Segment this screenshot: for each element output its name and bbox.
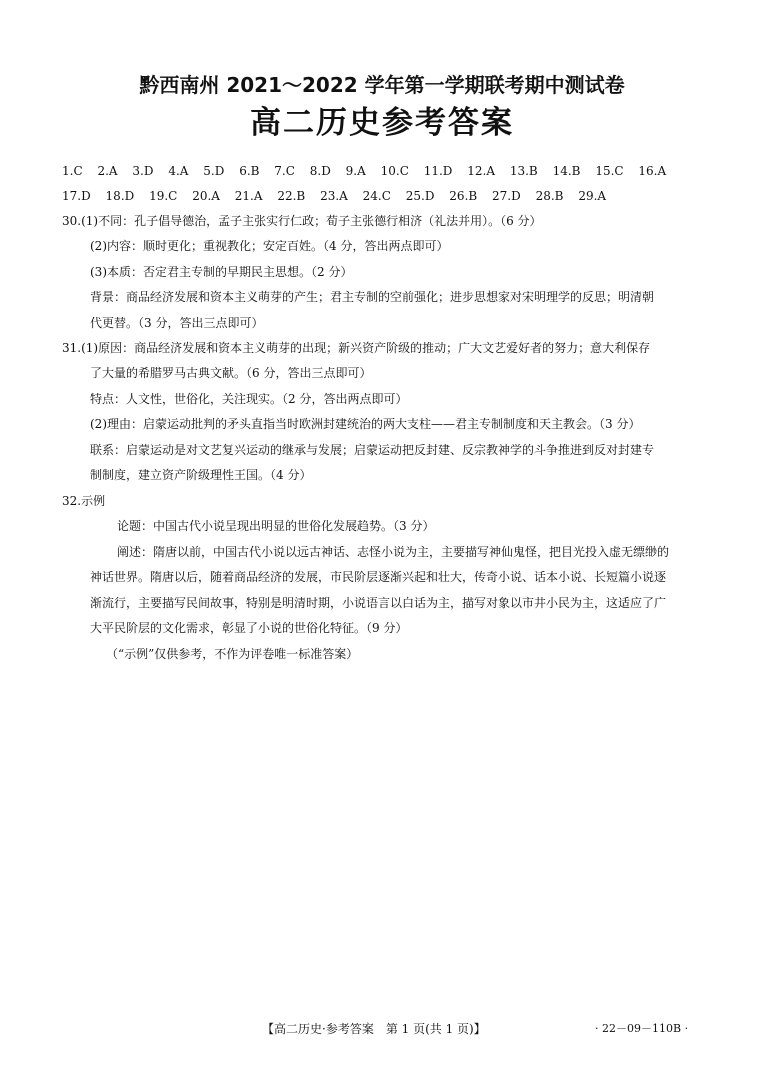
- choice-answer: 3.D: [132, 164, 154, 178]
- choice-answer: 12.A: [467, 164, 496, 178]
- choice-answer: 14.B: [552, 164, 581, 178]
- q32-note: （“示例”仅供参考，不作为评卷唯一标准答案）: [106, 647, 359, 661]
- choice-answer: 18.D: [105, 189, 135, 203]
- choice-answer: 8.D: [309, 164, 331, 178]
- choice-answer: 10.C: [380, 164, 409, 178]
- q30-part3: (3)本质：否定君主专制的早期民主思想。（2 分）: [90, 265, 353, 279]
- choice-answer: 28.B: [535, 189, 564, 203]
- choice-answers-row-2: [62, 188, 712, 204]
- page-footer-code: · 22－09－110B ·: [595, 1022, 689, 1035]
- choice-answer: 4.A: [168, 164, 189, 178]
- choice-answer: 23.A: [320, 189, 348, 203]
- choice-answer: 11.D: [423, 164, 453, 178]
- q32-heading: 32.示例: [62, 494, 106, 508]
- choice-answer: 19.C: [149, 189, 178, 203]
- choice-answer: 29.A: [578, 189, 607, 203]
- choice-answer: 9.A: [345, 164, 366, 178]
- choice-answer: 17.D: [62, 189, 91, 203]
- choice-answer: 2.A: [97, 164, 118, 178]
- page-footer-label: 【高二历史·参考答案 第 1 页(共 1 页)】: [262, 1022, 486, 1036]
- choice-answer: 1.C: [62, 164, 83, 178]
- q32-argument-line1: 阐述：隋唐以前，中国古代小说以远古神话、志怪小说为主，主要描写神仙鬼怪，把目光投入虚无缥缈的: [117, 545, 670, 559]
- choice-answer: 27.D: [492, 189, 521, 203]
- answer-key-title: 高二历史参考答案: [250, 105, 514, 141]
- q32-argument-line4: 大平民阶层的文化需求，彰显了小说的世俗化特征。（9 分）: [90, 621, 408, 635]
- q31-part2-reason: (2)理由：启蒙运动批判的矛头直指当时欧洲封建统治的两大支柱——君主专制制度和天主教会。（3 分）: [90, 417, 641, 431]
- q31-part1-line1: 31.(1)原因：商品经济发展和资本主义萌芽的出现；新兴资产阶级的推动；广大文艺爱好者的努力；意大利保存: [62, 341, 651, 355]
- q32-argument-line3: 渐流行，主要描写民间故事，特别是明清时期，小说语言以白话为主，描写对象以市井小民为主，这适应了广: [90, 596, 667, 610]
- choice-answer: 24.C: [362, 189, 391, 203]
- choice-answer: 22.B: [277, 189, 306, 203]
- choice-answer: 5.D: [203, 164, 225, 178]
- q31-connection-line2: 制制度，建立资产阶级理性王国。（4 分）: [90, 468, 312, 482]
- choice-answer: 15.C: [595, 164, 624, 178]
- choice-answers-row-1: [62, 163, 712, 179]
- q30-part2: (2)内容：顺时更化；重视教化；安定百姓。（4 分，答出两点即可）: [90, 239, 449, 253]
- q32-argument-line2: 神话世界。隋唐以后，随着商品经济的发展，市民阶层逐渐兴起和壮大，传奇小说、话本小说、长短篇小说逐: [90, 570, 667, 584]
- choice-answer: 7.C: [274, 164, 295, 178]
- choice-answer: 13.B: [509, 164, 538, 178]
- exam-title: 黔西南州 2021～2022 学年第一学期联考期中测试卷: [139, 73, 625, 97]
- q30-background-line1: 背景：商品经济发展和资本主义萌芽的产生；君主专制的空前强化；进步思想家对宋明理学的反思；明清朝: [90, 290, 655, 304]
- q30-background-line2: 代更替。（3 分，答出三点即可）: [90, 316, 264, 330]
- q30-part1: 30.(1)不同：孔子倡导德治，孟子主张实行仁政；荀子主张德行相济（礼法并用）。（6 分）: [62, 214, 542, 228]
- q31-connection-line1: 联系：启蒙运动是对文艺复兴运动的继承与发展；启蒙运动把反封建、反宗教神学的斗争推进到反对封建专: [90, 443, 655, 457]
- choice-answer: 25.D: [405, 189, 435, 203]
- q32-thesis: 论题：中国古代小说呈现出明显的世俗化发展趋势。（3 分）: [117, 519, 435, 533]
- q31-part1-line2: 了大量的希腊罗马古典文献。（6 分，答出三点即可）: [90, 366, 372, 380]
- choice-answer: 26.B: [449, 189, 478, 203]
- q31-features: 特点：人文性，世俗化，关注现实。（2 分，答出两点即可）: [90, 392, 408, 406]
- choice-answer: 20.A: [192, 189, 220, 203]
- choice-answer: 6.B: [239, 164, 260, 178]
- choice-answer: 16.A: [638, 164, 667, 178]
- choice-answer: 21.A: [234, 189, 263, 203]
